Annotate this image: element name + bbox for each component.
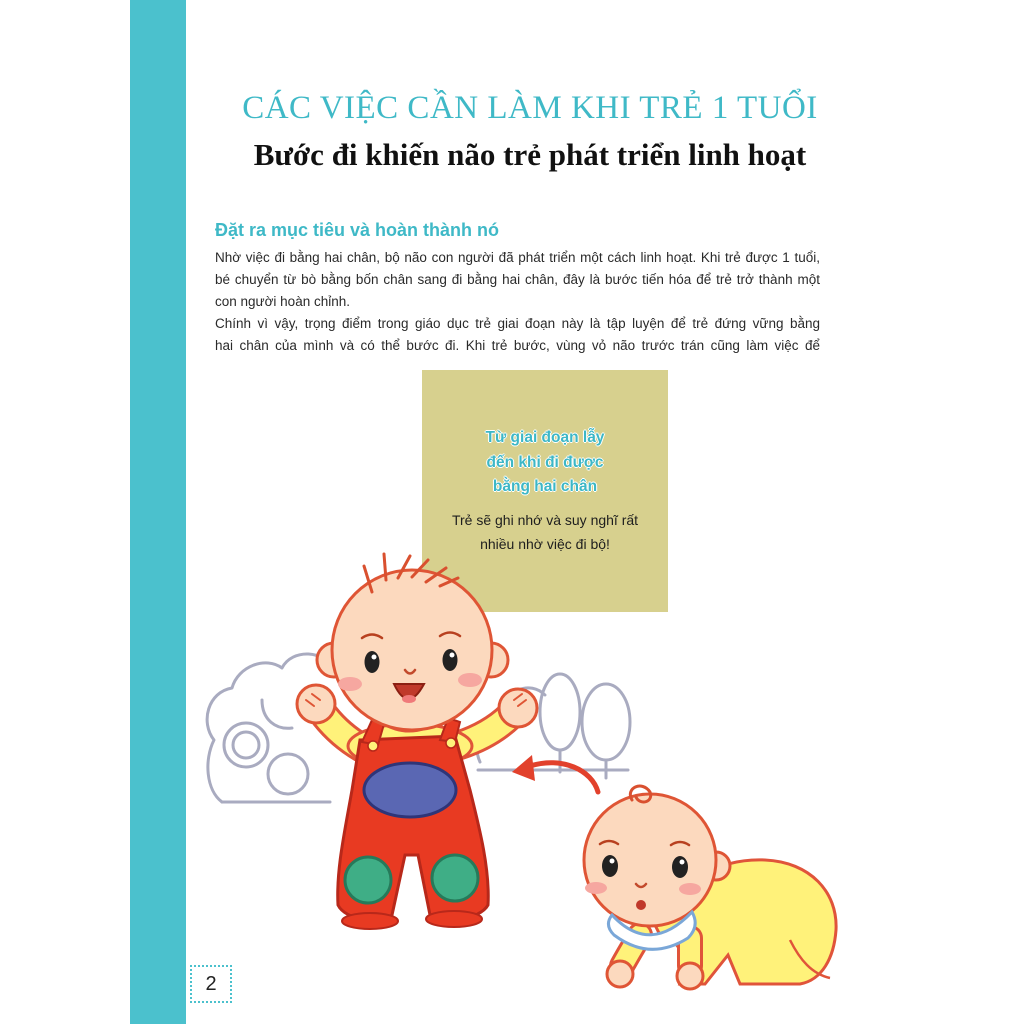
eye-right xyxy=(672,856,688,878)
callout-title-line: Từ giai đoạn lẫy xyxy=(485,429,605,446)
cheek-left xyxy=(338,677,362,691)
right-sleeve xyxy=(460,716,510,745)
right-sleeve-outline xyxy=(460,716,510,745)
eye-left xyxy=(602,855,618,877)
overalls-pocket xyxy=(364,763,456,817)
paragraph-line: Nhờ việc đi bằng hai chân, bộ não con người đã phát triển một cách linh hoạt. Khi trẻ được 1 tuổi, xyxy=(215,250,820,265)
shirt-collar xyxy=(380,714,442,732)
callout-title xyxy=(422,426,668,500)
cheek-right xyxy=(679,883,701,895)
callout-body-line: Trẻ sẽ ghi nhớ và suy nghĩ rất xyxy=(451,512,639,528)
mouth xyxy=(636,900,646,910)
crawling-baby-illustration xyxy=(584,786,836,989)
left-sleeve xyxy=(325,716,362,748)
bush-detail-line xyxy=(262,700,292,728)
overalls-button xyxy=(368,741,378,751)
bib xyxy=(608,912,695,949)
knee-patch-left xyxy=(345,857,391,903)
head xyxy=(584,794,716,926)
hand-right xyxy=(677,963,703,989)
bush-rock-inner xyxy=(233,732,259,758)
overalls-strap-left xyxy=(362,720,384,745)
eye-highlight xyxy=(372,655,377,660)
right-bush-outline xyxy=(477,688,545,762)
callout-title-line: bằng hai chân xyxy=(492,478,598,495)
left-sleeve-outline xyxy=(325,716,362,748)
eye-left xyxy=(365,651,380,673)
tree-crown xyxy=(540,674,580,750)
tongue xyxy=(402,695,416,703)
callout-box xyxy=(422,370,668,612)
arrow-shaft xyxy=(530,763,598,792)
overalls-strap-right xyxy=(440,718,460,742)
foot-right xyxy=(426,911,482,927)
page-number: 2 xyxy=(190,965,232,1003)
overalls-button xyxy=(446,738,456,748)
foot-left xyxy=(342,913,398,929)
eye-highlight xyxy=(450,653,455,658)
ear xyxy=(702,852,730,880)
paragraph-line: bé chuyển từ bò bằng bốn chân sang đi bằng hai chân, đây là bước tiến hóa để trẻ trở thành một xyxy=(215,272,820,287)
tree-crown xyxy=(582,684,630,760)
fist-right xyxy=(499,689,537,727)
eyebrow-left xyxy=(362,635,382,639)
ear-left xyxy=(317,643,351,677)
body-text xyxy=(215,247,820,357)
shirt-torso xyxy=(348,724,472,768)
fist-left xyxy=(297,685,335,723)
fist-finger-lines xyxy=(306,694,320,706)
paragraph-line: Chính vì vậy, trọng điểm trong giáo dục trẻ giai đoạn này là tập luyện để trẻ đứng vững bằng xyxy=(215,316,820,331)
cheek-right xyxy=(458,673,482,687)
fist-finger-lines xyxy=(514,694,526,706)
arm-left-outline xyxy=(622,935,640,966)
paragraph-2 xyxy=(215,313,820,357)
knee-patch-right xyxy=(432,855,478,901)
callout-body xyxy=(422,508,668,556)
mouth xyxy=(394,684,424,699)
paragraph-line: con người hoàn chỉnh. xyxy=(215,294,350,309)
crawling-body xyxy=(655,860,836,984)
nose xyxy=(405,670,415,674)
hair-curl xyxy=(630,786,650,802)
bush-rock xyxy=(224,723,268,767)
left-bush-outline xyxy=(207,654,353,802)
paragraph-1 xyxy=(215,247,820,313)
cheek-left xyxy=(585,882,607,894)
overalls xyxy=(338,736,489,920)
nose xyxy=(636,884,646,887)
arrow-head xyxy=(512,755,535,781)
eyebrow-right xyxy=(671,842,689,845)
hand-left xyxy=(607,961,633,987)
leg-fold-line xyxy=(790,940,830,978)
eyebrow-left xyxy=(600,841,618,844)
page-title: CÁC VIỆC CẦN LÀM KHI TRẺ 1 TUỔI xyxy=(242,90,818,126)
direction-arrow-icon xyxy=(512,755,598,792)
callout-title-line: đến khi đi được xyxy=(486,453,604,471)
background-scenery xyxy=(207,654,630,802)
bush-rock xyxy=(268,754,308,794)
arm-left xyxy=(622,935,640,966)
paragraph-line: hai chân của mình và có thể bước đi. Khi trẻ bước, vùng vỏ não trước trán cũng làm việc để xyxy=(215,338,820,353)
callout-body-line: nhiều nhờ việc đi bộ! xyxy=(480,536,610,552)
eye-highlight xyxy=(610,859,615,864)
section-heading: Đặt ra mục tiêu và hoàn thành nó xyxy=(215,220,500,240)
eyebrow-right xyxy=(440,633,460,637)
page-subtitle: Bước đi khiến não trẻ phát triển linh hoạt xyxy=(253,137,807,172)
eye-highlight xyxy=(680,860,685,865)
eye-right xyxy=(443,649,458,671)
ear-right xyxy=(474,643,508,677)
side-color-strip xyxy=(130,0,186,1024)
